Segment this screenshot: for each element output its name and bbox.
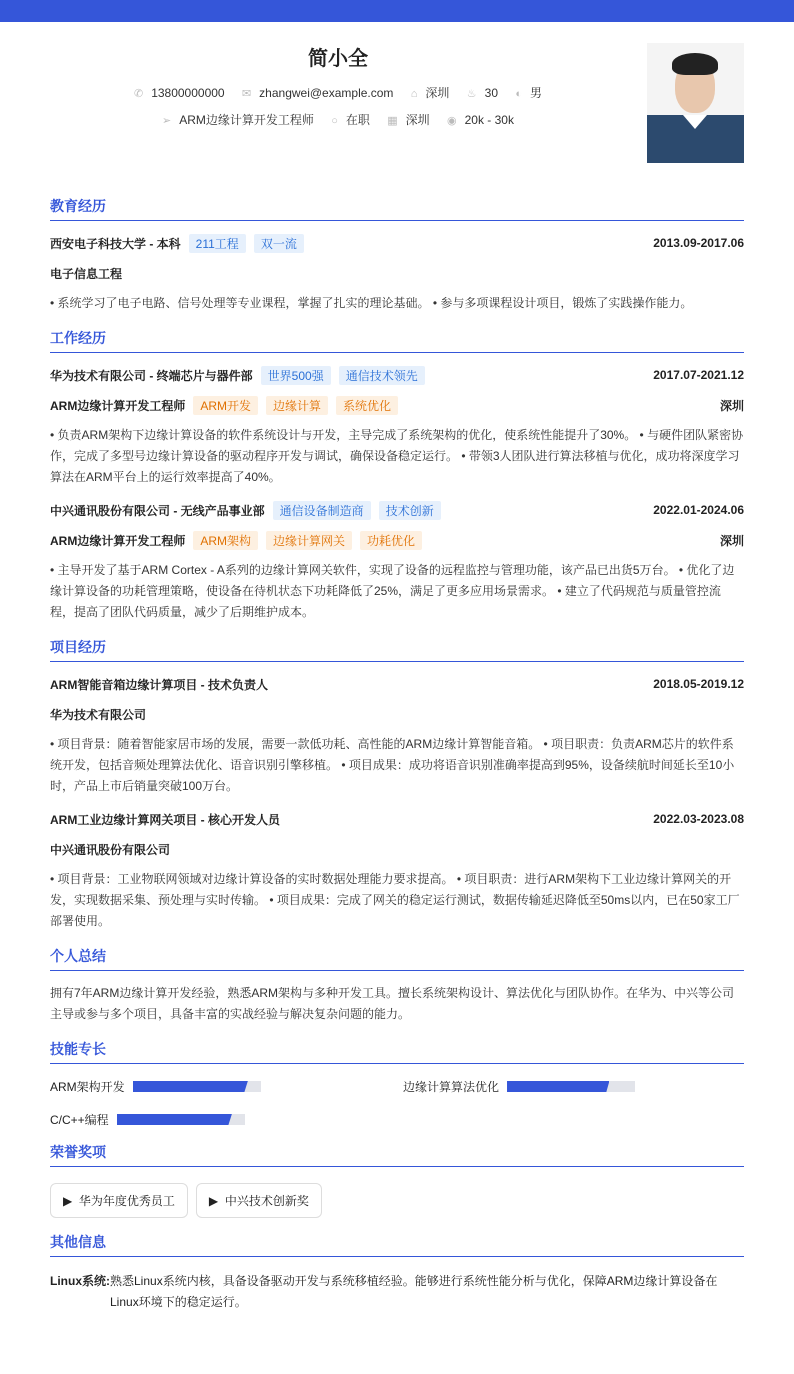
job-title: ARM边缘计算开发工程师: [179, 113, 314, 127]
company: 华为技术有限公司 - 终端芯片与器件部: [50, 368, 253, 383]
description: • 负责ARM架构下边缘计算设备的软件系统设计与开发，主导完成了系统架构的优化，使系统性能提升了30%。 • 与硬件团队紧密协作，完成了多型号边缘计算设备的驱动程序开发与调试，确保设备稳定运行。 • 带领3人团队进行算法移植与优化，成功将深度学习算法在ARM平台上的运行效率提高了40%。: [50, 428, 744, 484]
tag: 世界500强: [261, 366, 331, 385]
section-title: 项目经历: [50, 637, 744, 662]
skill-item: [403, 1078, 744, 1095]
home-icon: ⌂: [410, 88, 418, 100]
email[interactable]: zhangwei@example.com: [259, 86, 394, 100]
gender: 男: [530, 86, 543, 100]
education-section: [50, 196, 744, 314]
other-text: 熟悉Linux系统内核，具备设备驱动开发与系统移植经验。能够进行系统性能分析与优化，保障ARM边缘计算设备在Linux环境下的稳定运行。: [110, 1274, 718, 1309]
work-item: [50, 502, 744, 623]
date: 2022.03-2023.08: [653, 812, 744, 826]
section-title: 荣誉奖项: [50, 1142, 744, 1167]
section-title: 个人总结: [50, 946, 744, 971]
profile-photo: [647, 43, 744, 163]
target-city: 深圳: [405, 113, 430, 127]
skill-name: ARM架构开发: [50, 1080, 125, 1094]
work-city: 深圳: [719, 533, 744, 548]
skill-tag: ARM架构: [193, 531, 258, 550]
summary-section: [50, 946, 744, 1025]
description: • 项目背景：随着智能家居市场的发展，需要一款低功耗、高性能的ARM边缘计算智能音箱。 • 项目职责：负责ARM芯片的软件系统开发，包括音频处理算法优化、语音识别引擎移植。 • 项目成果：成功将语音识别准确率提高到95%，设备续航时间延长至10小时，产品上市后销量突破100万台。: [50, 737, 735, 793]
major: 电子信息工程: [50, 266, 123, 281]
status-icon: ○: [331, 115, 338, 127]
summary-text: 拥有7年ARM边缘计算开发经验，熟悉ARM架构与多种开发工具。擅长系统架构设计、算法优化与团队协作。在华为、中兴等公司主导或参与多个项目，具备丰富的实战经验与解决复杂问题的能力。: [50, 986, 735, 1021]
skill-name: C/C++编程: [50, 1113, 109, 1127]
project-name: ARM智能音箱边缘计算项目 - 技术负责人: [50, 677, 268, 692]
skills-section: [50, 1039, 744, 1128]
skill-tag: 功耗优化: [360, 531, 422, 550]
work-city: 深圳: [719, 398, 744, 413]
section-title: 技能专长: [50, 1039, 744, 1064]
cake-icon: ♨: [466, 88, 477, 100]
date: 2018.05-2019.12: [653, 677, 744, 691]
date: 2013.09-2017.06: [653, 236, 744, 250]
top-accent-bar: [0, 0, 794, 22]
description: • 项目背景：工业物联网领域对边缘计算设备的实时数据处理能力要求提高。 • 项目职责：进行ARM架构下工业边缘计算网关的开发，实现数据采集、预处理与实时传输。 • 项目成果：完成了网关的稳定运行测试，数据传输延迟降低至50ms以内，已在50家工厂部署使用。: [50, 872, 740, 928]
project-section: [50, 637, 744, 932]
section-title: 其他信息: [50, 1232, 744, 1257]
job-status: 在职: [345, 113, 370, 127]
contact-row: [0, 84, 676, 101]
job-intent-row: [0, 111, 676, 128]
award-item[interactable]: ▶ 中兴技术创新奖: [196, 1183, 322, 1218]
phone-icon: ✆: [133, 88, 144, 100]
work-section: [50, 328, 744, 623]
tag: 通信设备制造商: [273, 501, 371, 520]
work-item: [50, 367, 744, 488]
skill-name: 边缘计算算法优化: [403, 1080, 500, 1094]
age: 30: [484, 86, 499, 100]
project-name: ARM工业边缘计算网关项目 - 核心开发人员: [50, 812, 280, 827]
skill-tag: 边缘计算网关: [266, 531, 352, 550]
skill-item: [50, 1111, 403, 1128]
salary-icon: ◉: [447, 115, 457, 127]
date: 2017.07-2021.12: [653, 368, 744, 382]
project-item: [50, 811, 744, 932]
tag: 双一流: [254, 234, 304, 253]
tag: 211工程: [189, 234, 246, 253]
role: ARM边缘计算开发工程师: [50, 398, 186, 413]
skill-item: [50, 1078, 403, 1095]
award-label: 华为年度优秀员工: [78, 1194, 175, 1208]
other-label: Linux系统:: [50, 1274, 110, 1288]
skill-tag: ARM开发: [193, 396, 258, 415]
skill-tag: 边缘计算: [266, 396, 328, 415]
city: 深圳: [425, 86, 450, 100]
tag: 通信技术领先: [339, 366, 425, 385]
skill-tag: 系统优化: [336, 396, 398, 415]
mail-icon: ✉: [241, 88, 252, 100]
description: • 系统学习了电子电路、信号处理等专业课程，掌握了扎实的理论基础。 • 参与多项课程设计项目，锻炼了实践操作能力。: [50, 296, 693, 310]
skill-bar-fill: [507, 1081, 609, 1092]
salary: 20k - 30k: [464, 113, 514, 127]
school: 西安电子科技大学 - 本科: [50, 236, 181, 251]
project-company: 中兴通讯股份有限公司: [50, 842, 171, 857]
section-title: 工作经历: [50, 328, 744, 353]
date: 2022.01-2024.06: [653, 503, 744, 517]
skill-bar: [507, 1081, 635, 1092]
skill-bar-fill: [133, 1081, 248, 1092]
skill-bar: [133, 1081, 261, 1092]
send-icon: ➢: [162, 115, 172, 127]
building-icon: ▦: [387, 115, 398, 127]
project-item: [50, 676, 744, 797]
skill-bar: [117, 1114, 245, 1125]
candidate-name: 简小全: [308, 48, 368, 70]
other-section: [50, 1232, 744, 1313]
skill-bar-fill: [117, 1114, 232, 1125]
role: ARM边缘计算开发工程师: [50, 533, 186, 548]
award-item[interactable]: ▶ 华为年度优秀员工: [50, 1183, 188, 1218]
company: 中兴通讯股份有限公司 - 无线产品事业部: [50, 503, 265, 518]
project-company: 华为技术有限公司: [50, 707, 147, 722]
description: • 主导开发了基于ARM Cortex - A系列的边缘计算网关软件，实现了设备的远程监控与管理功能，该产品已出货5万台。 • 优化了边缘计算设备的功耗管理策略，使设备在待机状态下功耗降低了25%，满足了更多应用场景需求。 • 建立了代码规范与质量管控流程，提高了团队代码质量，减少了后期维护成本。: [50, 563, 735, 619]
resume-header: [0, 22, 794, 172]
awards-section: [50, 1142, 744, 1218]
tag: 技术创新: [379, 501, 441, 520]
gender-icon: ◐: [515, 88, 523, 100]
award-label: 中兴技术创新奖: [224, 1194, 309, 1208]
phone: 13800000000: [151, 86, 225, 100]
section-title: 教育经历: [50, 196, 744, 221]
